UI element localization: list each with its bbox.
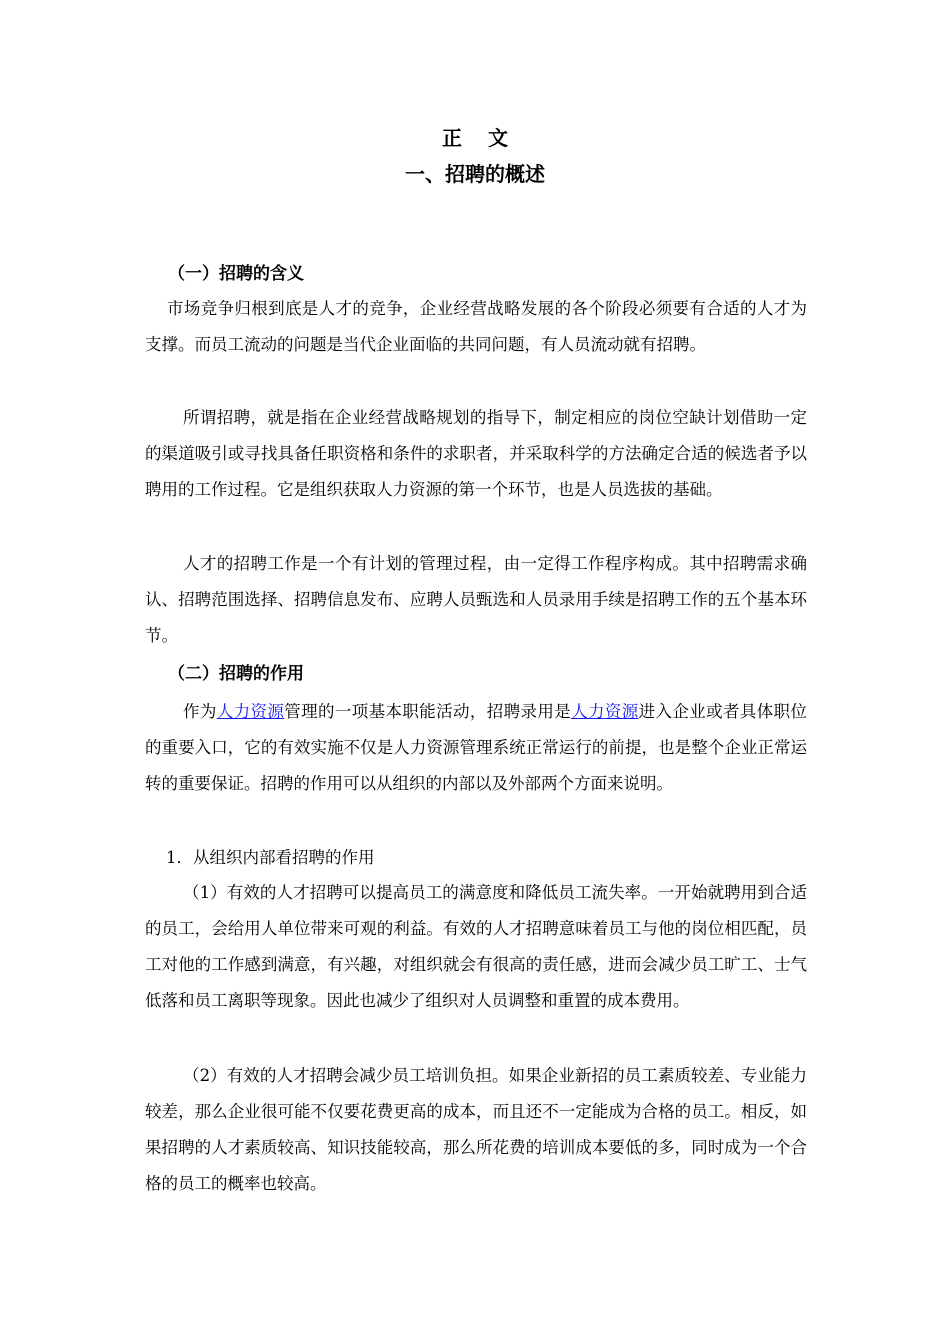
section-heading-meaning: （一）招聘的含义: [168, 264, 304, 284]
paragraph-4-text-1: 作为: [183, 702, 217, 721]
paragraph-1: 市场竞争归根到底是人才的竞争，企业经营战略发展的各个阶段必须要有合适的人才为支撑。而员工流动的问题是当代企业面临的共同问题，有人员流动就有招聘。: [145, 299, 807, 354]
paragraph-4-text-2: 管理的一项基本职能活动，招聘录用是: [284, 702, 572, 721]
paragraph-4: [145, 694, 807, 802]
paragraph-6: （2）有效的人才招聘会减少员工培训负担。如果企业新招的员工素质较差、专业能力较差，那么企业很可能不仅要花费更高的成本，而且还不一定能成为合格的员工。相反，如果招聘的人才素质较高、知识技能较高，那么所花费的培训成本要低的多，同时成为一个合格的员工的概率也较高。: [145, 1066, 807, 1193]
paragraph-4-text-3: 进入企业或者具体职位的重要入口，它的有效实施不仅是人力资源管理系统正常运行的前提，也是整个企业正常运转的重要保证。招聘的作用可以从组织的内部以及外部两个方面来说明。: [145, 702, 807, 793]
chapter-title: 一、招聘的概述: [405, 162, 545, 186]
hr-link-1[interactable]: 人力资源: [216, 702, 285, 721]
paragraph-2: 所谓招聘，就是指在企业经营战略规划的指导下，制定相应的岗位空缺计划借助一定的渠道吸引或寻找具备任职资格和条件的求职者，并采取科学的方法确定合适的候选者予以聘用的工作过程。它是组织获取人力资源的第一个环节，也是人员选拔的基础。: [145, 408, 807, 499]
hr-link-2[interactable]: 人力资源: [571, 702, 639, 721]
section-heading-role: （二）招聘的作用: [168, 664, 304, 684]
document-title: 正文: [442, 126, 534, 150]
paragraph-5: （1）有效的人才招聘可以提高员工的满意度和降低员工流失率。一开始就聘用到合适的员工，会给用人单位带来可观的利益。有效的人才招聘意味着员工与他的岗位相匹配，员工对他的工作感到满意，有兴趣，对组织就会有很高的责任感，进而会减少员工旷工、士气低落和员工离职等现象。因此也减少了组织对人员调整和重置的成本费用。: [145, 883, 807, 1010]
subsection-heading-internal: 1．从组织内部看招聘的作用: [166, 848, 375, 867]
paragraph-3: 人才的招聘工作是一个有计划的管理过程，由一定得工作程序构成。其中招聘需求确认、招聘范围选择、招聘信息发布、应聘人员甄选和人员录用手续是招聘工作的五个基本环节。: [145, 554, 807, 645]
